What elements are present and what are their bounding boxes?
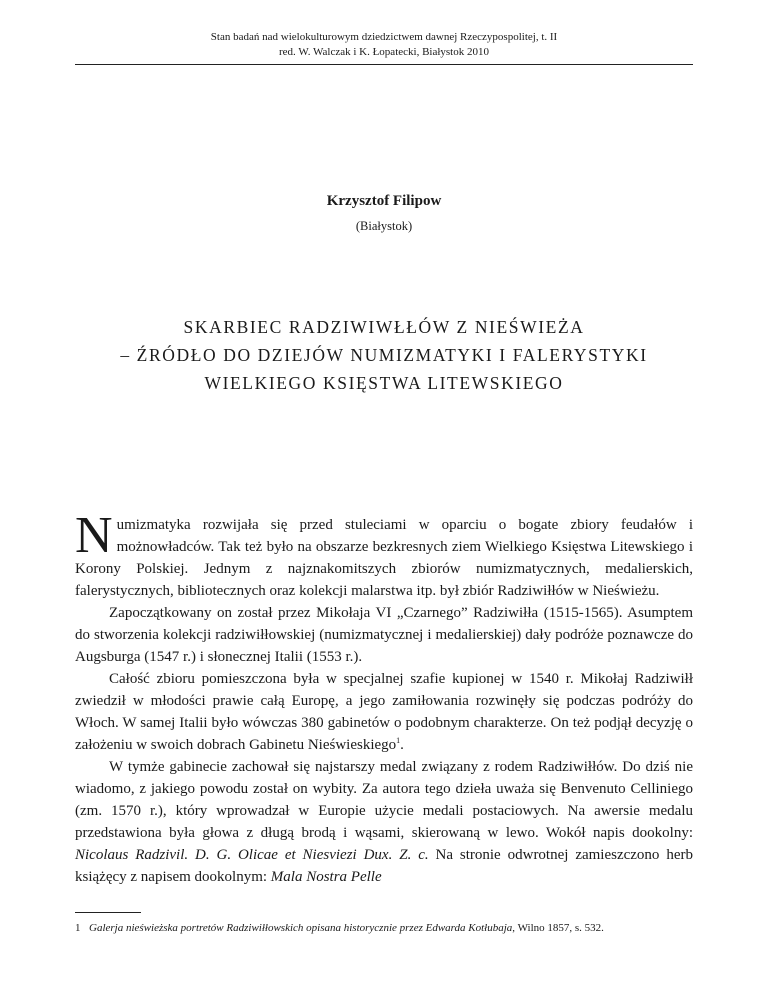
drop-cap: N: [75, 507, 113, 564]
title-line-1: SKARBIEC RADZIWIWŁŁÓW Z NIEŚWIEŻA: [183, 317, 585, 337]
paragraph-1: [75, 507, 693, 602]
author-affiliation: (Białystok): [355, 219, 413, 233]
paragraph-1-text: umizmatyka rozwijała się przed stuleciami w oparciu o bogate zbiory feudałów i możnowładców. Tak też było na obszarze bezkresnych ziem Wielkiego Księstwa Litewskiego i Korony Polskiej. Jednym z najznakomitszych zbiorów numizmatycznych, medalierskich, falerystycznych, bibliotecznych oraz kolekcji malarstwa itp. był zbiór Radziwiłłów w Nieświeżu.: [75, 517, 693, 599]
medal-inscription-reverse: Mala Nostra Pelle: [270, 869, 382, 885]
footnote: [75, 921, 693, 935]
paragraph-4-text-b: Na stronie odwrotnej zamieszczono herb książęcy z napisem dookolnym:: [75, 847, 693, 885]
author-name: Krzysztof Filipow: [326, 193, 442, 209]
paragraph-3-end: .: [400, 737, 404, 753]
article-body: [75, 507, 693, 888]
paragraph-2: Zapoczątkowany on został przez Mikołaja VI „Czarnego” Radziwiłła (1515-1565). Asumptem do stworzenia kolekcji radziwiłłowskiej (numizmatycznej i medalierskiej) dały podróże poznawcze do Augsburga (1547 r.) i słonecznej Italii (1553 r.).: [75, 605, 693, 665]
medal-inscription-obverse: Nicolaus Radzivil. D. G. Olicae et Niesviezi Dux. Z. c.: [75, 847, 429, 863]
footnote-rule: [75, 912, 141, 913]
paragraph-3: [75, 668, 693, 756]
header-rule: [75, 64, 693, 65]
title-line-3: WIELKIEGO KSIĘSTWA LITEWSKIEGO: [204, 373, 564, 393]
footnote-rest: , Wilno 1857, s. 532.: [512, 922, 604, 934]
footnote-italic-title: Galerja nieświeżska portretów Radziwiłłowskich opisana historycznie przez Edwarda Kotłubaja: [89, 922, 513, 934]
paragraph-3-text: Całość zbioru pomieszczona była w specjalnej szafie kupionej w 1540 r. Mikołaj Radziwiłł zwiedził w młodości prawie całą Europę, a jego zamiłowania rozwinęły się podczas podróży do Włoch. W samej Italii było wówczas 380 gabinetów o podobnym charakterze. On też podjął decyzję o założeniu w swoich dobrach Gabinetu Nieświeskiego: [75, 671, 693, 753]
footnote-number: 1: [75, 922, 81, 934]
paragraph-4-text-a: W tymże gabinecie zachował się najstarszy medal związany z rodem Radziwiłłów. Do dziś nie wiadomo, z jakiego powodu został on wybity. Za autora tego dzieła uważa się Benvenuto Celliniego (zm. 1570 r.), który wprowadzał w Europie użycie medali postaciowych. Na awersie medalu przedstawiona była głowa z długą brodą i wąsami, skierowaną w lewo. Wokół napis dookolny:: [75, 759, 693, 841]
article-title: [75, 313, 693, 397]
title-line-2: – ŹRÓDŁO DO DZIEJÓW NUMIZMATYKI I FALERYSTYKI: [120, 345, 648, 365]
running-head-line-2: red. W. Walczak i K. Łopatecki, Białystok 2010: [278, 46, 489, 58]
paragraph-4: [75, 756, 693, 888]
footnote-reference[interactable]: 1: [396, 736, 401, 745]
running-head: [75, 30, 693, 60]
running-head-line-1: Stan badań nad wielokulturowym dziedzictwem dawnej Rzeczypospolitej, t. II: [210, 31, 558, 43]
